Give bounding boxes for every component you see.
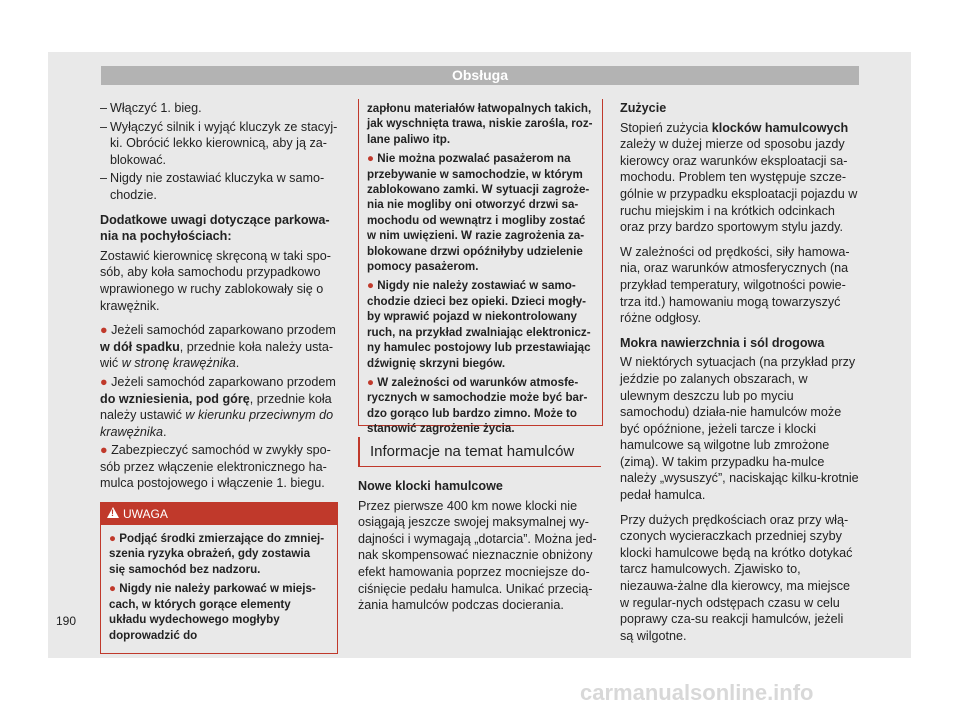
watermark: carmanualsonline.info (580, 680, 814, 705)
text: Nie można pozwalać pasażerom na przebywanie w samochodzie, w którym zablokowano zamki. W sytuacji zagroże-nia nie mogliby oni otworzyć drzwi sa-mochodu od wewnątrz i mogliby zostać w nim uwięzieni. W razie zagrożenia za-blokowane drzwi opóźniłyby udzielenie pomocy pasażerom. (367, 152, 590, 274)
text: W zależności od warunków atmosfe-rycznych w samochodzie może być bar-dzo gorąco lub bardzo zimno. Może to stanowić zagrożenie życia. (367, 375, 588, 436)
warning-item (367, 278, 594, 370)
bullet-icon: ● (100, 374, 108, 389)
text-bold: w dół spadku (100, 339, 180, 354)
page-number: 190 (56, 614, 77, 628)
warning-box-continued (358, 99, 603, 436)
warning-body (101, 525, 337, 653)
text: Stopień zużycia (620, 120, 709, 135)
warning-box (100, 502, 338, 654)
text: . (235, 356, 240, 371)
text-bold: do wzniesienia, pod górę (100, 391, 250, 406)
warning-item (367, 151, 594, 274)
paragraph: Zostawić kierownicę skręconą w taki spo-sób, aby koła samochodu przypadkowo wprawionego w ruchy zablokowały się o krawężnik. (100, 248, 331, 313)
bullet-item (100, 442, 338, 492)
text: , przednie koła należy ustawić (100, 391, 332, 423)
subheading: Dodatkowe uwagi dotyczące parkowa-nia na pochyłościach: (100, 212, 330, 244)
text: Nigdy nie należy zostawiać w samo-chodzie dzieci bez opieki. Dzieci mogły-by wprawić pojazd w niekontrolowany ruch, na przykład zwalniając elektronicz-ny hamulec postojowy lub przestawiając dźwignię skrzyni biegów. (367, 279, 591, 370)
bullet-icon: ● (109, 582, 117, 596)
warning-item (109, 531, 329, 577)
warning-title: UWAGA (123, 507, 168, 522)
subheading: Mokra nawierzchnia i sól drogowa (620, 335, 825, 350)
warning-header (101, 503, 337, 525)
text: Podjąć środki zmierzające do zmniej-szenia ryzyka obrażeń, gdy zostawia się samochód bez nadzoru. (109, 532, 325, 576)
subheading: Nowe klocki hamulcowe (358, 479, 503, 493)
text: , przednie koła należy usta-wić (100, 339, 334, 371)
step-item: – Nigdy nie zostawiać kluczyka w samo-chodzie. (100, 170, 338, 203)
bullet-icon: ● (367, 152, 375, 166)
warning-item (109, 581, 329, 643)
step-item: – Włączyć 1. bieg. (100, 100, 338, 117)
text-italic: w stronę krawężnika (121, 356, 236, 371)
bullet-item (100, 322, 338, 372)
text: Jeżeli samochód zaparkowano przodem (111, 323, 336, 338)
text: zależy w dużej mierze od sposobu jazdy kierowcy oraz warunków eksploatacji sa-mochodu. Problem ten występuje szcze-gólnie w przypadku eksploatacji pojazdu w ruchu miejskim i na krótkich odcinkach oraz przy bardzo sportowym stylu jazdy. (620, 137, 858, 235)
warning-body (359, 99, 602, 447)
bullet-icon: ● (367, 375, 375, 389)
bullet-icon: ● (109, 532, 117, 546)
text: Jeżeli samochód zaparkowano przodem (111, 374, 336, 389)
section-title: Informacje na temat hamulców (358, 437, 601, 467)
page-header: Obsługa (101, 66, 859, 85)
bullet-icon: ● (100, 323, 108, 338)
subheading: Zużycie (620, 101, 667, 115)
warning-item (367, 375, 594, 437)
text: . (163, 424, 167, 439)
text: Zabezpieczyć samochód w zwykły spo-sób przez włączenie elektronicznego ha-mulca postojowego i włączenie 1. biegu. (100, 443, 331, 491)
text-italic: w kierunku przeciwnym do krawężnika (100, 408, 334, 439)
warning-icon (107, 507, 119, 518)
paragraph: W niektórych sytuacjach (na przykład przy jeździe po zalanych obszarach, w ulewnym deszczu lub po myciu samochodu) działa-nie hamulców może być opóźnione, jeżeli tarcze i klocki hamulcowe są wilgotne lub zmrożone (zimą). W takim przypadku ha-mulce należy „wysuszyć”, naciskając kilku-krotnie pedał hamulca. (620, 355, 859, 503)
column-3 (620, 100, 860, 652)
text: Nigdy nie należy parkować w miejs-cach, w których gorące elementy układu wydechowego mogłyby doprowadzić do (109, 582, 316, 642)
text-bold: klocków hamulcowych (711, 120, 849, 135)
bullet-icon: ● (100, 443, 108, 458)
paragraph: Przez pierwsze 400 km nowe klocki nie osiągają jeszcze swojej maksymalnej wy-dajności i wymagają „dotarcia”. Można jed-nak skompensować nieznacznie obniżony efekt hamowania poprzez mocniejsze do-ciśnięcie pedału hamulca. Unikać przecią-żania hamulców podczas docierania. (358, 498, 597, 613)
column-2-lower (358, 478, 601, 622)
bullet-icon: ● (367, 279, 375, 293)
warning-item: zapłonu materiałów łatwopalnych takich, jak wyschnięta trawa, niskie zarośla, roz-lane paliwo itp. (367, 102, 593, 146)
paragraph: W zależności od prędkości, siły hamowa-nia, oraz warunków atmosferycznych (na przykład temperatury, wilgotności powie-trza itd.) hamowaniu mogą towarzyszyć różne odgłosy. (620, 244, 850, 326)
paragraph: Przy dużych prędkościach oraz przy włą-czonych wycieraczkach przedniej szyby klocki hamulcowe będą na krótko dotykać tarcz hamulcowych. Zjawisko to, niezauwa-żalne dla kierowcy, ma miejsce w regular-nych odstępach czasu w celu poprawy cza-su reakcji hamulców, jeżeli są wilgotne. (620, 512, 853, 643)
paragraph (620, 120, 860, 236)
column-1 (100, 100, 338, 654)
step-item: – Wyłączyć silnik i wyjąć kluczyk ze stacyj-ki. Obrócić lekko kierownicą, aby ją za-blokować. (100, 119, 338, 169)
bullet-item (100, 374, 338, 440)
